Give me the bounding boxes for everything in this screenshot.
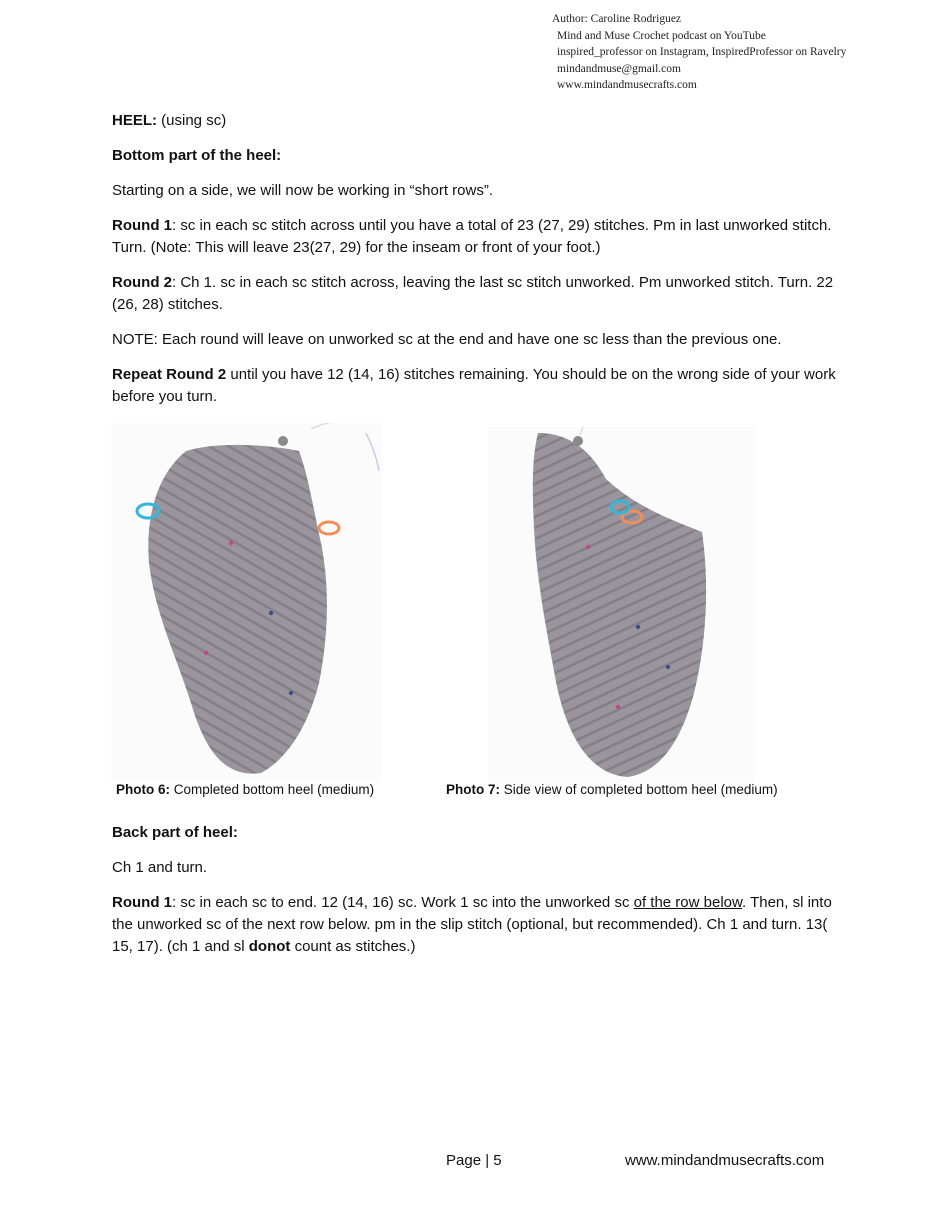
photo-7-caption: Photo 7: Side view of completed bottom heel (medium)	[446, 782, 778, 797]
photo-7-image	[488, 427, 755, 783]
author-header	[552, 11, 846, 94]
heel-heading: HEEL: (using sc)	[112, 112, 227, 129]
author-name: Author: Caroline Rodriguez	[552, 13, 682, 25]
social-line: inspired_professor on Instagram, InspiredProfessor on Ravelry	[557, 46, 847, 59]
page-number: Page | 5	[446, 1152, 502, 1169]
back-heel-section	[112, 822, 842, 958]
back-heel-heading: Back part of heel:	[112, 824, 238, 841]
website-line: www.mindandmusecrafts.com	[557, 79, 697, 92]
pattern-body	[112, 110, 842, 408]
footer-website: www.mindandmusecrafts.com	[625, 1152, 825, 1169]
round-2-instruction: Round 2: Ch 1. sc in each sc stitch across, leaving the last sc stitch unworked. Pm unworked stitch. Turn. 22 (26, 28) stitches.	[112, 274, 834, 313]
back-round-1-instruction: Round 1: sc in each sc to end. 12 (14, 16) sc. Work 1 sc into the unworked sc of the row below. Then, sl into the unworked sc of the next row below. pm in the slip stitch (optional, but recommended). Ch 1 and turn. 13( 15, 17). (ch 1 and sl donot count as stitches.)	[112, 894, 832, 955]
ch1-turn: Ch 1 and turn.	[112, 859, 208, 876]
photo-6-image	[111, 423, 381, 782]
short-row-note: NOTE: Each round will leave on unworked sc at the end and have one sc less than the previous one.	[112, 331, 782, 348]
short-rows-intro: Starting on a side, we will now be working in “short rows”.	[112, 182, 493, 199]
repeat-instruction: Repeat Round 2 until you have 12 (14, 16) stitches remaining. You should be on the wrong side of your work before you turn.	[112, 366, 836, 405]
bottom-heel-heading: Bottom part of the heel:	[112, 147, 282, 164]
round-1-instruction: Round 1: sc in each sc stitch across until you have a total of 23 (27, 29) stitches. Pm in last unworked stitch. Turn. (Note: This will leave 23(27, 29) for the inseam or front of your foot.)	[112, 217, 832, 256]
photo-6-caption: Photo 6: Completed bottom heel (medium)	[116, 782, 375, 797]
email-line: mindandmuse@gmail.com	[557, 62, 681, 75]
podcast-line: Mind and Muse Crochet podcast on YouTube	[557, 29, 766, 42]
